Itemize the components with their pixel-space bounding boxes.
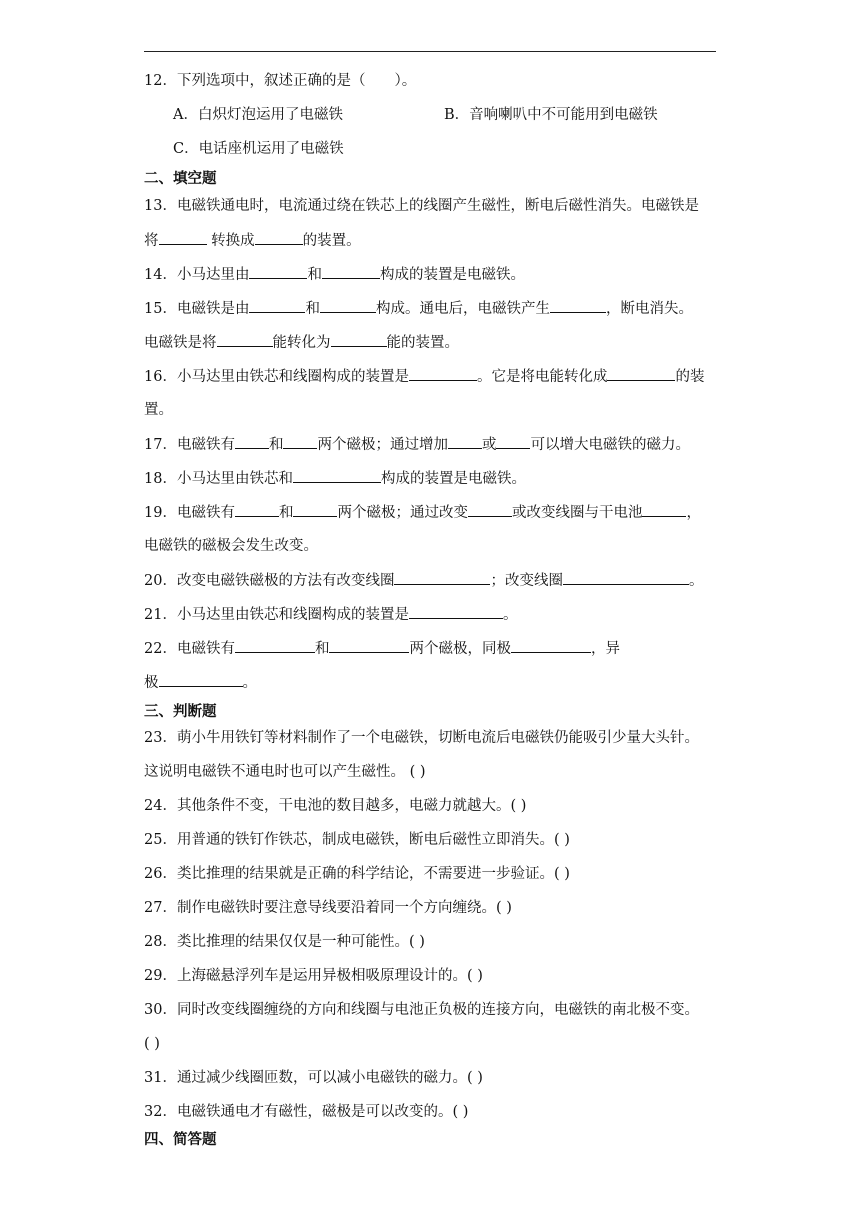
answer-blank[interactable] bbox=[235, 639, 315, 653]
question-28: 28．类比推理的结果仅仅是一种可能性。( ) bbox=[144, 934, 425, 950]
question-30-line-1: 30．同时改变线圈缠绕的方向和线圈与电池正负极的连接方向，电磁铁的南北极不变。 bbox=[144, 1002, 699, 1018]
question-12-option-a: A．白炽灯泡运用了电磁铁 bbox=[173, 107, 343, 123]
answer-blank[interactable] bbox=[563, 571, 689, 585]
question-19-line-1: 19．电磁铁有 和 两个磁极；通过改变 或改变线圈与干电池 ， bbox=[144, 505, 701, 521]
answer-blank[interactable] bbox=[331, 333, 387, 347]
answer-blank[interactable] bbox=[320, 299, 376, 313]
question-12-option-b: B．音响喇叭中不可能用到电磁铁 bbox=[444, 107, 658, 123]
question-32: 32．电磁铁通电才有磁性，磁极是可以改变的。( ) bbox=[144, 1104, 469, 1120]
answer-blank[interactable] bbox=[550, 299, 606, 313]
question-29: 29．上海磁悬浮列车是运用异极相吸原理设计的。( ) bbox=[144, 968, 483, 984]
answer-blank[interactable] bbox=[329, 639, 409, 653]
question-12-option-c: C．电话座机运用了电磁铁 bbox=[173, 141, 344, 157]
question-27: 27．制作电磁铁时要注意导线要沿着同一个方向缠绕。( ) bbox=[144, 900, 512, 916]
question-30-line-2: ( ) bbox=[144, 1036, 160, 1052]
answer-blank[interactable] bbox=[293, 469, 381, 483]
question-15-line-1: 15．电磁铁是由 和 构成。通电后，电磁铁产生 ，断电消失。 bbox=[144, 301, 693, 317]
answer-blank[interactable] bbox=[283, 435, 317, 449]
question-16-line-2: 置。 bbox=[144, 402, 173, 418]
header-rule bbox=[144, 51, 716, 52]
answer-blank[interactable] bbox=[642, 503, 686, 517]
question-18: 18．小马达里由铁芯和 构成的装置是电磁铁。 bbox=[144, 471, 526, 487]
question-13-line-2: 将 转换成 的装置。 bbox=[144, 233, 361, 249]
question-20: 20．改变电磁铁磁极的方法有改变线圈 ；改变线圈 。 bbox=[144, 573, 704, 589]
question-23-line-2: 这说明电磁铁不通电时也可以产生磁性。 ( ) bbox=[144, 764, 426, 780]
question-17: 17．电磁铁有 和 两个磁极；通过增加 或 可以增大电磁铁的磁力。 bbox=[144, 437, 690, 453]
answer-blank[interactable] bbox=[448, 435, 482, 449]
question-12-stem: 12．下列选项中，叙述正确的是（ ）。 bbox=[144, 73, 417, 89]
question-21: 21．小马达里由铁芯和线圈构成的装置是 。 bbox=[144, 607, 518, 623]
answer-blank[interactable] bbox=[159, 673, 243, 687]
question-22-line-1: 22．电磁铁有 和 两个磁极，同极 ，异 bbox=[144, 641, 620, 657]
answer-blank[interactable] bbox=[235, 503, 279, 517]
question-31: 31．通过减少线圈匝数，可以减小电磁铁的磁力。( ) bbox=[144, 1070, 483, 1086]
answer-blank[interactable] bbox=[249, 265, 307, 279]
question-24: 24．其他条件不变，干电池的数目越多，电磁力就越大。( ) bbox=[144, 798, 527, 814]
answer-blank[interactable] bbox=[511, 639, 591, 653]
answer-blank[interactable] bbox=[235, 435, 269, 449]
question-19-line-2: 电磁铁的磁极会发生改变。 bbox=[144, 538, 318, 554]
question-26: 26．类比推理的结果就是正确的科学结论，不需要进一步验证。( ) bbox=[144, 866, 570, 882]
question-13-line-1: 13．电磁铁通电时，电流通过绕在铁芯上的线圈产生磁性，断电后磁性消失。电磁铁是 bbox=[144, 198, 699, 214]
question-14: 14．小马达里由 和 构成的装置是电磁铁。 bbox=[144, 267, 525, 283]
answer-blank[interactable] bbox=[255, 231, 303, 245]
question-16-line-1: 16．小马达里由铁芯和线圈构成的装置是 。它是将电能转化成 的装 bbox=[144, 369, 705, 385]
answer-blank[interactable] bbox=[249, 299, 305, 313]
section-title-short-answer: 四、简答题 bbox=[144, 1131, 217, 1148]
answer-blank[interactable] bbox=[496, 435, 530, 449]
section-title-fill-blank: 二、填空题 bbox=[144, 170, 217, 187]
question-25: 25．用普通的铁钉作铁芯，制成电磁铁，断电后磁性立即消失。( ) bbox=[144, 832, 570, 848]
answer-blank[interactable] bbox=[217, 333, 273, 347]
answer-blank[interactable] bbox=[468, 503, 512, 517]
answer-blank[interactable] bbox=[293, 503, 337, 517]
answer-blank[interactable] bbox=[409, 605, 503, 619]
question-23-line-1: 23．萌小牛用铁钉等材料制作了一个电磁铁，切断电流后电磁铁仍能吸引少量大头针。 bbox=[144, 730, 699, 746]
answer-blank[interactable] bbox=[607, 367, 675, 381]
answer-blank[interactable] bbox=[322, 265, 380, 279]
section-title-true-false: 三、判断题 bbox=[144, 703, 217, 720]
question-15-line-2: 电磁铁是将 能转化为 能的装置。 bbox=[144, 335, 459, 351]
answer-blank[interactable] bbox=[409, 367, 477, 381]
question-22-line-2: 极 。 bbox=[144, 675, 257, 691]
answer-blank[interactable] bbox=[159, 231, 207, 245]
answer-blank[interactable] bbox=[394, 571, 490, 585]
